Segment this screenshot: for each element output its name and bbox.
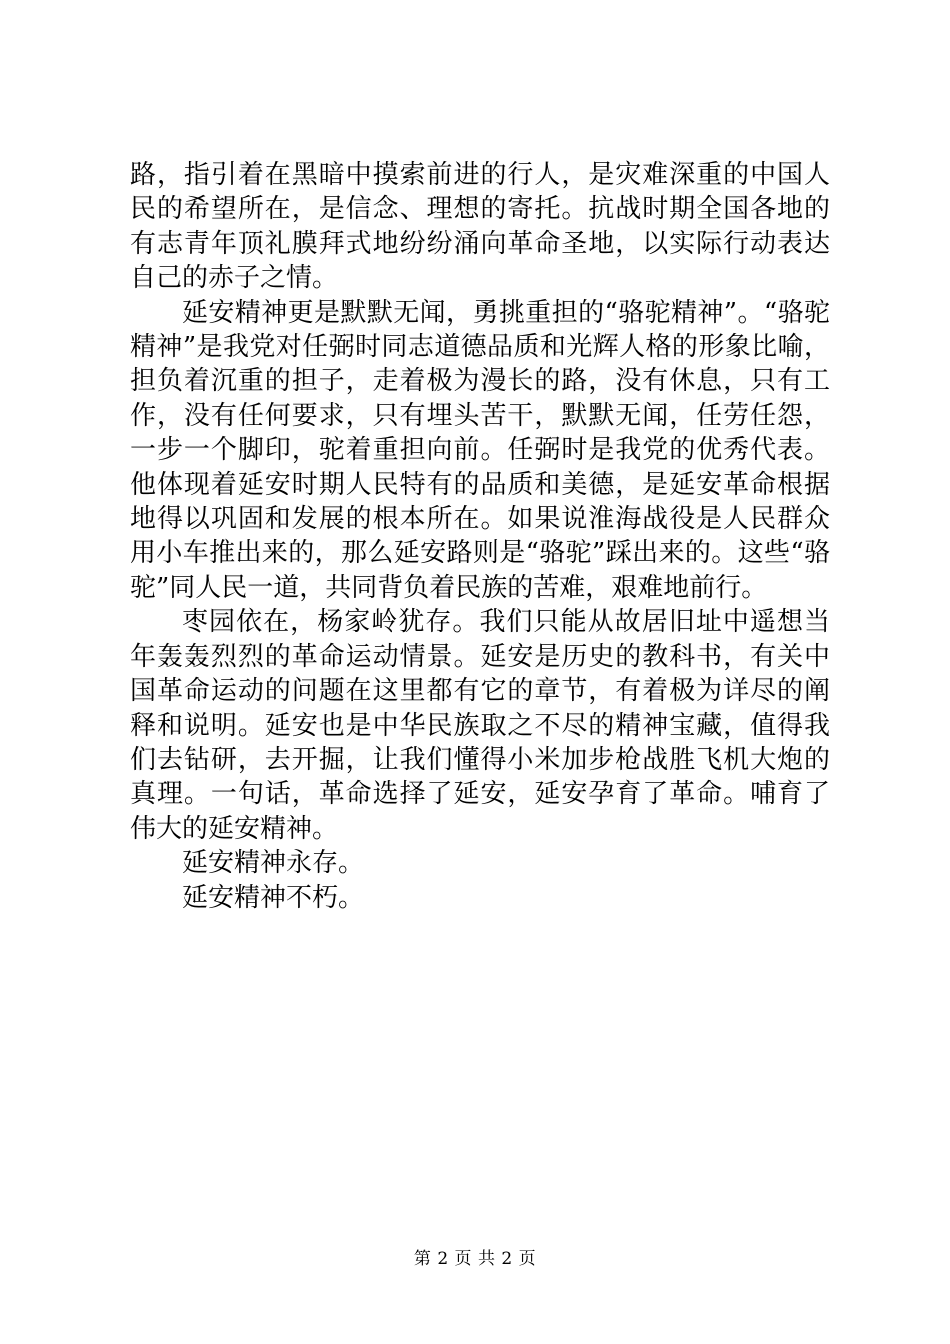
paragraph-continuation: 路，指引着在黑暗中摸索前进的行人，是灾难深重的中国人民的希望所在，是信念、理想的寄托。抗战时期全国各地的有志青年顶礼膜拜式地纷纷涌向革命圣地，以实际行动表达自己的赤子之情。	[130, 160, 830, 294]
paragraph-camel-spirit: 延安精神更是默默无闻，勇挑重担的“骆驼精神”。“骆驼精神”是我党对任弼时同志道德品质和光辉人格的形象比喻，担负着沉重的担子，走着极为漫长的路，没有休息，只有工作，没有任何要求，只有埋头苦干，默默无闻，任劳任怨，一步一个脚印，驼着重担向前。任弼时是我党的优秀代表。他体现着延安时期人民特有的品质和美德，是延安革命根据地得以巩固和发展的根本所在。如果说淮海战役是人民群众用小车推出来的，那么延安路则是“骆驼”踩出来的。这些“骆驼”同人民一道，共同背负着民族的苦难，艰难地前行。	[130, 297, 830, 603]
document-body	[130, 158, 830, 915]
closing-line-2: 延安精神不朽。	[182, 882, 365, 913]
closing-line-1: 延安精神永存。	[182, 848, 365, 879]
page-number-footer: 第 2 页 共 2 页	[413, 1249, 537, 1269]
paragraph-zaoyuan: 枣园依在，杨家岭犹存。我们只能从故居旧址中遥想当年轰轰烈烈的革命运动情景。延安是历史的教科书，有关中国革命运动的问题在这里都有它的章节，有着极为详尽的阐释和说明。延安也是中华民族取之不尽的精神宝藏，值得我们去钻研，去开掘，让我们懂得小米加步枪战胜飞机大炮的真理。一句话，革命选择了延安，延安孕育了革命。哺育了伟大的延安精神。	[130, 607, 830, 844]
